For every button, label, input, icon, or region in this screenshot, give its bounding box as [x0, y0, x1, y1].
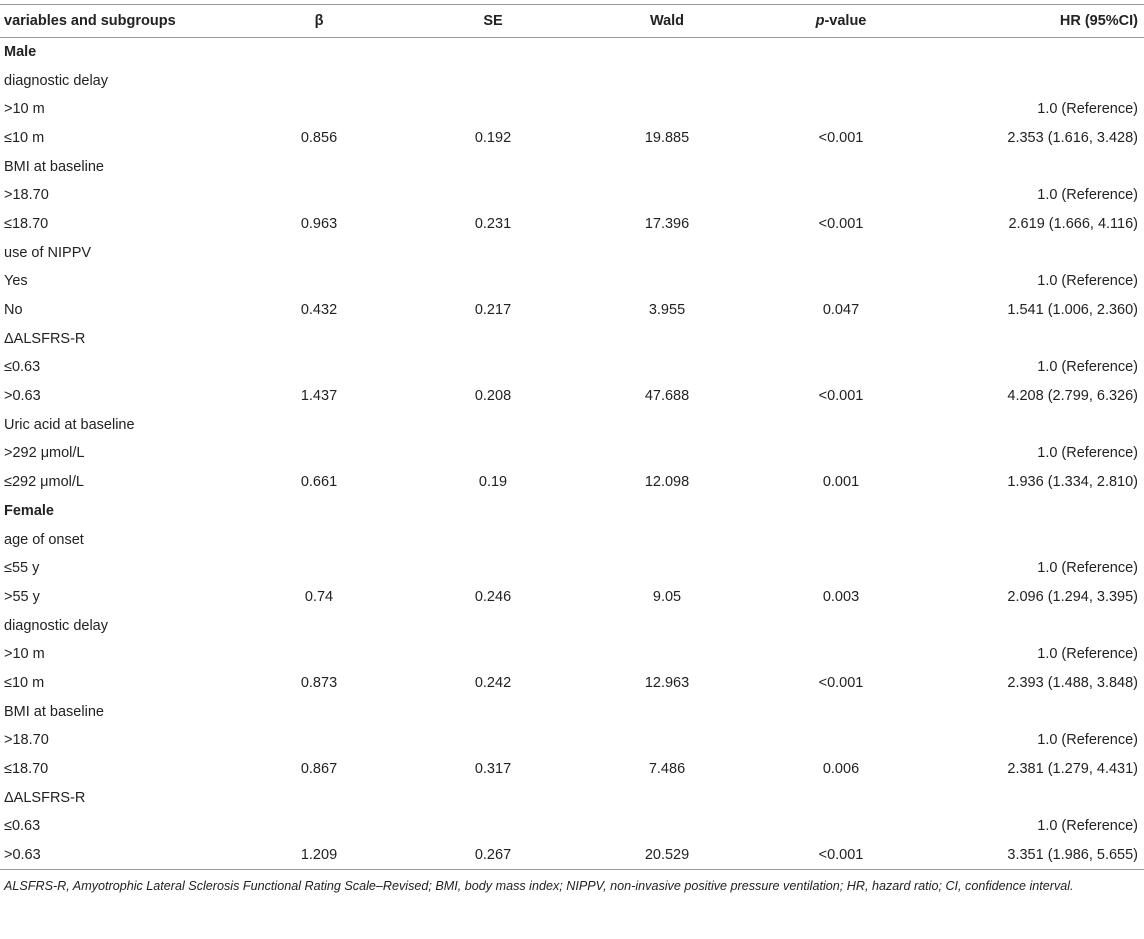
cell-beta: 0.74 — [304, 588, 334, 605]
cell-se — [406, 611, 580, 640]
cell-wald — [580, 38, 754, 67]
cell-beta: 0.856 — [300, 129, 338, 146]
cell-se — [406, 497, 580, 526]
table-row — [0, 181, 1144, 210]
table-body — [0, 38, 1144, 870]
cell-variable: ≤18.70 — [4, 761, 49, 778]
cell-hr — [928, 697, 1144, 726]
cell-beta — [232, 726, 406, 755]
cell-hr: 2.096 (1.294, 3.395) — [1007, 588, 1138, 605]
cell-p-value — [754, 812, 928, 841]
table-row — [0, 812, 1144, 841]
cell-p-value — [754, 640, 928, 669]
cell-variable: >10 m — [4, 646, 45, 663]
cell-variable: >18.70 — [4, 187, 49, 204]
cell-variable: diagnostic delay — [4, 617, 108, 634]
table-row — [0, 210, 1144, 239]
cell-p-value — [754, 267, 928, 296]
cell-wald — [580, 410, 754, 439]
header-p-suffix: -value — [824, 13, 867, 29]
cell-wald — [580, 497, 754, 526]
header-wald: Wald — [580, 5, 754, 38]
cell-se — [406, 783, 580, 812]
cell-variable: >10 m — [4, 101, 45, 118]
cell-variable: ≤18.70 — [4, 215, 49, 232]
cell-se: 0.246 — [474, 588, 512, 605]
cell-p-value: <0.001 — [818, 215, 864, 232]
cell-beta — [232, 353, 406, 382]
cell-wald — [580, 783, 754, 812]
cell-beta: 1.209 — [232, 841, 406, 870]
table-row — [0, 755, 1144, 784]
table-row — [0, 669, 1144, 698]
cell-variable: >292 μmol/L — [4, 445, 85, 462]
cell-beta: 0.873 — [300, 674, 338, 691]
table-row — [0, 124, 1144, 153]
cell-wald — [580, 726, 754, 755]
cell-p-value — [754, 353, 928, 382]
cell-beta — [232, 697, 406, 726]
cell-se — [406, 697, 580, 726]
cell-variable: ≤10 m — [4, 674, 45, 691]
cell-hr — [928, 38, 1144, 67]
cell-wald — [580, 267, 754, 296]
cell-beta — [232, 410, 406, 439]
cell-se — [406, 554, 580, 583]
cell-beta: 0.867 — [300, 761, 338, 778]
cell-beta — [232, 181, 406, 210]
cell-p-value — [754, 525, 928, 554]
cell-hr — [928, 152, 1144, 181]
cell-hr: 1.936 (1.334, 2.810) — [1007, 474, 1138, 491]
cell-hr: 1.0 (Reference) — [1037, 818, 1138, 835]
table-row — [0, 296, 1144, 325]
table-row — [0, 611, 1144, 640]
table-row — [0, 66, 1144, 95]
cell-se — [406, 324, 580, 353]
cell-wald — [580, 152, 754, 181]
table-row — [0, 783, 1144, 812]
cell-variable: ≤55 y — [4, 560, 40, 577]
table-row — [0, 353, 1144, 382]
cell-variable: Male — [4, 44, 37, 61]
cell-beta: 0.661 — [300, 474, 338, 491]
cell-wald: 47.688 — [644, 388, 690, 405]
header-variables: variables and subgroups — [0, 5, 232, 38]
cell-wald — [580, 324, 754, 353]
cell-variable: ≤0.63 — [4, 359, 41, 376]
cell-variable: No — [4, 302, 23, 319]
cell-p-value: <0.001 — [818, 388, 864, 405]
table-row — [0, 152, 1144, 181]
cell-p-value: <0.001 — [818, 674, 864, 691]
cell-p-value — [754, 497, 928, 526]
cell-p-value — [754, 238, 928, 267]
cell-se: 0.19 — [478, 474, 508, 491]
cox-regression-table — [0, 4, 1144, 870]
cell-se: 0.242 — [474, 674, 512, 691]
header-p-value — [754, 5, 928, 38]
cell-variable: >0.63 — [0, 841, 232, 870]
table-row — [0, 95, 1144, 124]
cell-variable: Female — [4, 502, 54, 519]
table-row — [0, 554, 1144, 583]
cell-se: 0.208 — [474, 388, 512, 405]
cell-p-value — [754, 152, 928, 181]
cell-hr: 2.381 (1.279, 4.431) — [1007, 761, 1138, 778]
cell-hr: 1.0 (Reference) — [1037, 732, 1138, 749]
header-beta: β — [232, 5, 406, 38]
table-row — [0, 468, 1144, 497]
cell-variable: use of NIPPV — [4, 244, 92, 261]
cell-se — [406, 410, 580, 439]
cell-beta: 0.963 — [300, 215, 338, 232]
cell-beta — [232, 525, 406, 554]
cell-beta — [232, 640, 406, 669]
cell-p-value — [754, 611, 928, 640]
cell-variable: age of onset — [4, 531, 84, 548]
cell-variable: >18.70 — [4, 732, 49, 749]
cell-variable: ≤10 m — [4, 129, 45, 146]
group-row — [0, 38, 1144, 67]
table-row — [0, 726, 1144, 755]
cell-beta — [232, 812, 406, 841]
cell-wald: 12.098 — [644, 474, 690, 491]
cell-se — [406, 726, 580, 755]
cell-wald — [580, 238, 754, 267]
cell-wald: 7.486 — [648, 761, 686, 778]
cell-wald: 20.529 — [580, 841, 754, 870]
cell-hr: 1.0 (Reference) — [1037, 646, 1138, 663]
cell-wald: 12.963 — [644, 674, 690, 691]
cell-beta — [232, 611, 406, 640]
cell-p-value — [754, 697, 928, 726]
cell-wald — [580, 525, 754, 554]
cell-beta — [232, 267, 406, 296]
cell-se — [406, 267, 580, 296]
cell-p-value: 0.006 — [822, 761, 860, 778]
cell-p-value: <0.001 — [818, 129, 864, 146]
cell-hr — [928, 410, 1144, 439]
cell-hr — [928, 497, 1144, 526]
header-row — [0, 5, 1144, 38]
cell-hr — [928, 238, 1144, 267]
cell-wald — [580, 812, 754, 841]
cell-p-value — [754, 66, 928, 95]
header-p-italic: p — [815, 13, 825, 29]
cell-hr: 1.541 (1.006, 2.360) — [1007, 302, 1138, 319]
cell-beta — [232, 152, 406, 181]
cell-variable: ΔALSFRS-R — [4, 789, 86, 806]
cell-hr: 1.0 (Reference) — [1037, 187, 1138, 204]
cell-se — [406, 812, 580, 841]
cell-se: 0.317 — [474, 761, 512, 778]
cell-hr: 2.619 (1.666, 4.116) — [1008, 215, 1138, 232]
table-row — [0, 238, 1144, 267]
cell-wald: 9.05 — [652, 588, 682, 605]
cell-variable: Yes — [4, 273, 28, 290]
cell-se — [406, 38, 580, 67]
cell-se: 0.217 — [474, 302, 512, 319]
cell-variable: ≤292 μmol/L — [4, 474, 84, 491]
cell-beta — [232, 38, 406, 67]
header-hr: HR (95%CI) — [928, 5, 1144, 38]
table-row — [0, 324, 1144, 353]
cell-variable: Uric acid at baseline — [4, 416, 135, 433]
cell-p-value — [754, 95, 928, 124]
cell-p-value — [754, 783, 928, 812]
cell-wald — [580, 353, 754, 382]
cell-variable: ΔALSFRS-R — [4, 330, 86, 347]
cell-wald — [580, 611, 754, 640]
cell-p-value — [754, 439, 928, 468]
cell-hr — [928, 611, 1144, 640]
cell-hr: 4.208 (2.799, 6.326) — [1007, 388, 1138, 405]
header-se: SE — [406, 5, 580, 38]
cell-beta: 1.437 — [300, 388, 338, 405]
cell-se: 0.267 — [406, 841, 580, 870]
cell-beta — [232, 324, 406, 353]
cell-wald — [580, 640, 754, 669]
group-row — [0, 497, 1144, 526]
cell-variable: >0.63 — [4, 388, 41, 405]
cell-se — [406, 525, 580, 554]
cell-se — [406, 152, 580, 181]
cell-se — [406, 353, 580, 382]
cell-beta — [232, 783, 406, 812]
cell-se — [406, 95, 580, 124]
cell-hr: 1.0 (Reference) — [1037, 560, 1138, 577]
cell-beta — [232, 66, 406, 95]
cell-hr: 1.0 (Reference) — [1037, 101, 1138, 118]
cell-variable: BMI at baseline — [4, 703, 104, 720]
cell-p-value — [754, 181, 928, 210]
cell-hr: 1.0 (Reference) — [1037, 359, 1138, 376]
cell-hr: 1.0 (Reference) — [1037, 445, 1138, 462]
cell-hr: 3.351 (1.986, 5.655) — [928, 841, 1144, 870]
table-row — [0, 640, 1144, 669]
cell-beta — [232, 497, 406, 526]
table-footnote: ALSFRS-R, Amyotrophic Lateral Sclerosis Functional Rating Scale–Revised; BMI, body mass index; NIPPV, non-invasive positive pressure ventilation; HR, hazard ratio; CI, confidence interval. — [4, 878, 1074, 893]
table-row — [0, 583, 1144, 612]
cell-se — [406, 66, 580, 95]
cell-wald — [580, 95, 754, 124]
cell-hr — [928, 783, 1144, 812]
cell-wald — [580, 439, 754, 468]
cell-p-value — [754, 410, 928, 439]
cell-wald — [580, 181, 754, 210]
cell-wald: 17.396 — [644, 215, 690, 232]
cell-beta: 0.432 — [300, 302, 338, 319]
cell-se — [406, 439, 580, 468]
cell-hr: 1.0 (Reference) — [1037, 273, 1138, 290]
cell-variable: >55 y — [4, 588, 40, 605]
cell-se: 0.192 — [474, 129, 512, 146]
cell-beta — [232, 554, 406, 583]
cell-se — [406, 181, 580, 210]
cell-p-value — [754, 324, 928, 353]
cell-wald: 19.885 — [644, 129, 690, 146]
cell-beta — [232, 95, 406, 124]
table-row — [0, 439, 1144, 468]
cell-variable: BMI at baseline — [4, 158, 104, 175]
cell-wald: 3.955 — [648, 302, 686, 319]
cell-se: 0.231 — [474, 215, 512, 232]
cell-hr — [928, 525, 1144, 554]
cell-se — [406, 238, 580, 267]
cell-p-value: 0.003 — [822, 588, 860, 605]
cell-beta — [232, 439, 406, 468]
table-row — [0, 382, 1144, 411]
cell-p-value: <0.001 — [754, 841, 928, 870]
cell-beta — [232, 238, 406, 267]
cell-p-value: 0.001 — [822, 474, 860, 491]
cell-hr: 2.393 (1.488, 3.848) — [1007, 674, 1138, 691]
table-row — [0, 841, 1144, 870]
cell-hr: 2.353 (1.616, 3.428) — [1007, 129, 1138, 146]
table-row — [0, 267, 1144, 296]
cell-p-value — [754, 38, 928, 67]
cell-variable: ≤0.63 — [4, 818, 41, 835]
cell-wald — [580, 697, 754, 726]
table-row — [0, 697, 1144, 726]
cell-p-value — [754, 726, 928, 755]
cell-hr — [928, 66, 1144, 95]
cell-hr — [928, 324, 1144, 353]
cell-p-value: 0.047 — [822, 302, 860, 319]
table-row — [0, 410, 1144, 439]
cell-wald — [580, 66, 754, 95]
cell-se — [406, 640, 580, 669]
table-row — [0, 525, 1144, 554]
cell-variable: diagnostic delay — [4, 72, 108, 89]
table-header — [0, 5, 1144, 38]
cell-p-value — [754, 554, 928, 583]
cell-wald — [580, 554, 754, 583]
